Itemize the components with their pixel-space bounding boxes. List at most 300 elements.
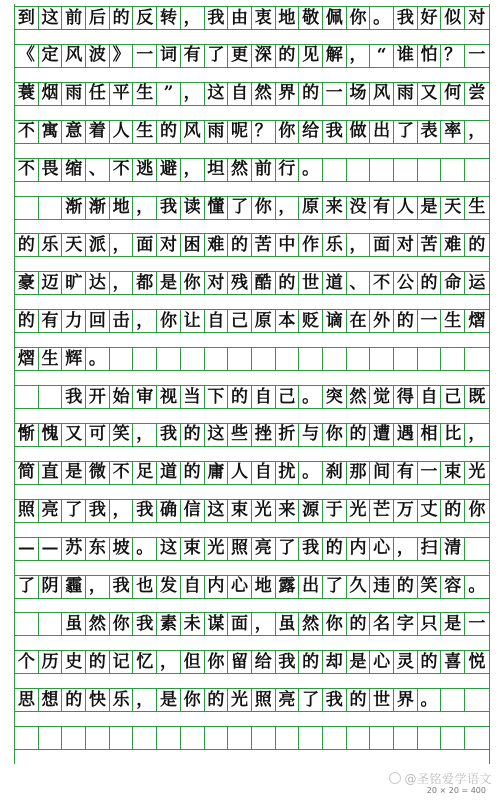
grid-cell: 自: [181, 575, 205, 599]
grid-cell: 开: [86, 385, 110, 409]
grid-cell: 苦: [418, 233, 442, 257]
grid-cell: 达: [86, 271, 110, 295]
grid-cell: 自: [228, 82, 252, 106]
grid-cell: 心: [370, 537, 394, 561]
grid-cell: 表: [418, 120, 442, 144]
grid-cell: 史: [62, 650, 86, 674]
grid-cell: 确: [157, 499, 181, 523]
grid-cell: 来: [276, 499, 300, 523]
grid-cell: 着: [86, 120, 110, 144]
grid-cell: 束: [181, 537, 205, 561]
grid-cell: 读: [181, 196, 205, 220]
grid-cell: [370, 158, 394, 182]
grid-cell: [441, 688, 465, 712]
grid-cell: 原: [252, 309, 276, 333]
grid-cell: 于: [323, 499, 347, 523]
grid-cell: 己: [276, 385, 300, 409]
grid-cell: [465, 688, 489, 712]
grid-cell: 好: [418, 6, 442, 30]
grid-row: [15, 120, 489, 144]
grid-cell: 然: [228, 158, 252, 182]
grid-cell: 有: [39, 309, 63, 333]
grid-cell: 这: [157, 537, 181, 561]
grid-cell: 照: [15, 499, 39, 523]
grid-cell: 逃: [133, 158, 157, 182]
grid-cell: 前: [252, 158, 276, 182]
grid-cell: 心: [370, 650, 394, 674]
grid-cell: 的: [181, 461, 205, 485]
grid-cell: 然: [252, 82, 276, 106]
grid-cell: [418, 726, 442, 750]
grid-cell: 困: [181, 233, 205, 257]
grid-cell: 自: [418, 385, 442, 409]
grid-cell: 谁: [394, 44, 418, 68]
grid-cell: 的: [276, 44, 300, 68]
grid-cell: 有: [394, 461, 418, 485]
grid-cell: 转: [157, 6, 181, 30]
grid-cell: 这: [205, 499, 229, 523]
grid-row: [15, 347, 489, 371]
grid-cell: 的: [110, 6, 134, 30]
grid-cell: 一: [465, 612, 489, 636]
grid-cell: ，: [110, 271, 134, 295]
grid-cell: 、: [347, 271, 371, 295]
grid-cell: 的: [418, 650, 442, 674]
grid-cell: [39, 385, 63, 409]
grid-cell: 始: [110, 385, 134, 409]
grid-cell: [110, 726, 134, 750]
grid-cell: ，: [181, 158, 205, 182]
grid-cell: 我: [323, 688, 347, 712]
grid-cell: 的: [347, 612, 371, 636]
grid-cell: 的: [441, 499, 465, 523]
grid-cell: [465, 726, 489, 750]
grid-cell: —: [15, 537, 39, 561]
grid-cell: 对: [205, 271, 229, 295]
grid-cell: ，: [133, 309, 157, 333]
grid-cell: 你: [323, 612, 347, 636]
grid-cell: 雨: [205, 120, 229, 144]
grid-cell: 得: [394, 385, 418, 409]
grid-cell: ，: [181, 6, 205, 30]
grid-cell: 道: [323, 271, 347, 295]
grid-row: [15, 82, 489, 106]
grid-cell: 。: [465, 575, 489, 599]
grid-cell: 了: [323, 575, 347, 599]
grid-cell: 惭: [15, 423, 39, 447]
grid-cell: 苦: [252, 233, 276, 257]
grid-cell: [418, 347, 442, 371]
grid-cell: 是: [347, 650, 371, 674]
grid-cell: 足: [133, 461, 157, 485]
grid-cell: 个: [15, 650, 39, 674]
grid-cell: 是: [157, 271, 181, 295]
grid-cell: 天: [441, 196, 465, 220]
grid-cell: [370, 347, 394, 371]
grid-cell: 扫: [418, 537, 442, 561]
grid-cell: 。: [299, 158, 323, 182]
grid-cell: 。: [299, 385, 323, 409]
grid-cell: 面: [228, 612, 252, 636]
grid-cell: 的: [299, 82, 323, 106]
grid-cell: 不: [15, 120, 39, 144]
grid-cell: 给: [299, 120, 323, 144]
grid-cell: 间: [370, 461, 394, 485]
grid-cell: 出: [299, 575, 323, 599]
grid-cell: 芒: [370, 499, 394, 523]
grid-cell: 是: [62, 461, 86, 485]
grid-cell: 了: [299, 688, 323, 712]
grid-cell: [181, 347, 205, 371]
grid-cell: 定: [39, 44, 63, 68]
grid-cell: 了: [228, 196, 252, 220]
grid-cell: 的: [394, 575, 418, 599]
grid-cell: 的: [205, 688, 229, 712]
grid-cell: [394, 347, 418, 371]
grid-cell: [465, 347, 489, 371]
grid-cell: [370, 726, 394, 750]
grid-cell: 己: [441, 385, 465, 409]
grid-cell: 名: [370, 612, 394, 636]
grid-cell: 来: [323, 196, 347, 220]
grid-cell: [157, 347, 181, 371]
grid-cell: 前: [62, 6, 86, 30]
grid-row: [15, 537, 489, 561]
grid-cell: [465, 158, 489, 182]
grid-cell: 微: [86, 461, 110, 485]
grid-cell: 笑: [418, 575, 442, 599]
grid-cell: 。: [418, 688, 442, 712]
grid-cell: 万: [394, 499, 418, 523]
grid-cell: 字: [394, 612, 418, 636]
grid-cell: 缩: [62, 158, 86, 182]
grid-cell: 亮: [252, 537, 276, 561]
grid-cell: 光: [205, 537, 229, 561]
grid-cell: 都: [133, 271, 157, 295]
grid-cell: 的: [62, 688, 86, 712]
grid-cell: [15, 196, 39, 220]
grid-cell: 解: [323, 44, 347, 68]
grid-cell: 更: [228, 44, 252, 68]
grid-cell: 地: [252, 575, 276, 599]
grid-cell: 意: [62, 120, 86, 144]
grid-cell: 你: [157, 309, 181, 333]
grid-cell: ，: [133, 196, 157, 220]
grid-cell: ，: [465, 423, 489, 447]
grid-cell: 我: [276, 650, 300, 674]
grid-cell: 有: [370, 196, 394, 220]
grid-cell: 天: [62, 233, 86, 257]
grid-cell: 突: [323, 385, 347, 409]
grid-cell: [347, 347, 371, 371]
grid-cell: 畏: [39, 158, 63, 182]
grid-cell: 回: [86, 309, 110, 333]
grid-cell: 对: [394, 233, 418, 257]
grid-cell: —: [39, 537, 63, 561]
grid-row: [15, 423, 489, 447]
grid-cell: 清: [441, 537, 465, 561]
grid-cell: 没: [347, 196, 371, 220]
grid-cell: 视: [157, 385, 181, 409]
grid-cell: [276, 347, 300, 371]
grid-cell: 的: [347, 688, 371, 712]
grid-cell: 面: [133, 233, 157, 257]
grid-cell: 豪: [15, 271, 39, 295]
grid-cell: 比: [441, 423, 465, 447]
grid-cell: ，: [347, 233, 371, 257]
grid-cell: ，: [86, 575, 110, 599]
grid-row: [15, 196, 489, 220]
grid-cell: 谪: [323, 309, 347, 333]
grid-cell: 可: [86, 423, 110, 447]
grid-cell: 你: [465, 499, 489, 523]
grid-cell: 风: [62, 44, 86, 68]
grid-cell: 了: [15, 575, 39, 599]
grid-cell: ，: [465, 120, 489, 144]
grid-cell: [252, 347, 276, 371]
grid-row: [15, 271, 489, 295]
grid-cell: ，: [110, 233, 134, 257]
grid-cell: 行: [276, 158, 300, 182]
grid-row: [15, 44, 489, 68]
grid-cell: 束: [441, 461, 465, 485]
grid-cell: 迈: [39, 271, 63, 295]
grid-cell: 一: [323, 82, 347, 106]
grid-cell: 你: [181, 271, 205, 295]
grid-cell: 贬: [299, 309, 323, 333]
grid-cell: 生: [39, 347, 63, 371]
grid-row: [15, 385, 489, 409]
grid-cell: [323, 726, 347, 750]
grid-cell: 渐: [62, 196, 86, 220]
grid-cell: 愧: [39, 423, 63, 447]
grid-cell: 衷: [252, 6, 276, 30]
grid-cell: 的: [394, 309, 418, 333]
grid-cell: 到: [15, 6, 39, 30]
grid-cell: 下: [205, 385, 229, 409]
grid-cell: 但: [181, 650, 205, 674]
grid-cell: 相: [418, 423, 442, 447]
grid-cell: 然: [347, 385, 371, 409]
grid-cell: ，: [347, 44, 371, 68]
grid-cell: 生: [441, 309, 465, 333]
grid-cell: 一: [418, 309, 442, 333]
grid-cell: 与: [299, 423, 323, 447]
grid-cell: 深: [252, 44, 276, 68]
grid-cell: ，: [394, 537, 418, 561]
grid-cell: 也: [133, 575, 157, 599]
grid-cell: 由: [228, 6, 252, 30]
grid-cell: 烟: [39, 82, 63, 106]
grid-cell: 。: [133, 537, 157, 561]
grid-cell: 我: [299, 537, 323, 561]
grid-cell: 了: [205, 44, 229, 68]
grid-cell: 信: [181, 499, 205, 523]
grid-cell: 己: [228, 309, 252, 333]
grid-cell: [15, 612, 39, 636]
grid-cell: 虽: [276, 612, 300, 636]
grid-row: [15, 309, 489, 333]
grid-cell: [133, 726, 157, 750]
grid-cell: 风: [181, 120, 205, 144]
grid-cell: [228, 726, 252, 750]
grid-cell: 熠: [465, 309, 489, 333]
grid-cell: 违: [370, 575, 394, 599]
grid-cell: ？: [252, 120, 276, 144]
grid-cell: [228, 347, 252, 371]
grid-cell: 派: [86, 233, 110, 257]
grid-cell: 既: [465, 385, 489, 409]
grid-cell: 酷: [252, 271, 276, 295]
grid-cell: 世: [299, 271, 323, 295]
grid-cell: 不: [370, 271, 394, 295]
grid-cell: ，: [157, 650, 181, 674]
grid-cell: 光: [347, 499, 371, 523]
grid-cell: 悦: [465, 650, 489, 674]
grid-cell: [347, 726, 371, 750]
grid-cell: 界: [276, 82, 300, 106]
grid-cell: ？: [441, 44, 465, 68]
grid-cell: 中: [276, 233, 300, 257]
grid-cell: 谋: [205, 612, 229, 636]
grid-cell: [39, 196, 63, 220]
grid-cell: 给: [252, 650, 276, 674]
grid-cell: 词: [157, 44, 181, 68]
grid-cell: 我: [133, 499, 157, 523]
grid-cell: 灵: [394, 650, 418, 674]
grid-cell: 忆: [133, 650, 157, 674]
grid-cell: 地: [110, 196, 134, 220]
grid-cell: 击: [110, 309, 134, 333]
grid-cell: 、: [86, 158, 110, 182]
grid-cell: 我: [133, 612, 157, 636]
grid-cell: 的: [15, 233, 39, 257]
grid-cell: 旷: [62, 271, 86, 295]
grid-cell: 不: [110, 461, 134, 485]
grid-cell: 世: [370, 688, 394, 712]
grid-row: [15, 461, 489, 485]
grid-row: [15, 650, 489, 674]
grid-row: [15, 726, 489, 750]
grid-cell: 对: [465, 6, 489, 30]
grid-row: [15, 688, 489, 712]
grid-cell: [86, 726, 110, 750]
grid-cell: 外: [370, 309, 394, 333]
grid-cell: 道: [157, 461, 181, 485]
grid-count-label: 20 × 20 = 400: [426, 786, 486, 795]
grid-cell: 遇: [394, 423, 418, 447]
grid-cell: [181, 726, 205, 750]
grid-cell: ，: [110, 499, 134, 523]
grid-cell: 佩: [323, 6, 347, 30]
grid-cell: 喜: [441, 650, 465, 674]
grid-cell: 记: [110, 650, 134, 674]
grid-row: [15, 158, 489, 182]
grid-cell: 呢: [228, 120, 252, 144]
grid-cell: [418, 158, 442, 182]
grid-cell: 丈: [418, 499, 442, 523]
grid-cell: 渐: [86, 196, 110, 220]
grid-cell: 未: [181, 612, 205, 636]
grid-cell: 有: [181, 44, 205, 68]
grid-cell: 刹: [323, 461, 347, 485]
grid-cell: 直: [39, 461, 63, 485]
grid-cell: 亮: [276, 688, 300, 712]
grid-cell: 笑: [110, 423, 134, 447]
grid-cell: [465, 537, 489, 561]
grid-cell: 残: [228, 271, 252, 295]
grid-cell: 的: [276, 271, 300, 295]
grid-cell: 出: [370, 120, 394, 144]
grid-cell: [347, 158, 371, 182]
grid-cell: 是: [157, 688, 181, 712]
grid-cell: 不: [110, 158, 134, 182]
grid-cell: 平: [110, 82, 134, 106]
grid-cell: 照: [252, 688, 276, 712]
grid-cell: 人: [394, 196, 418, 220]
grid-cell: 我: [110, 575, 134, 599]
grid-cell: 做: [347, 120, 371, 144]
grid-cell: 庸: [205, 461, 229, 485]
grid-cell: 发: [157, 575, 181, 599]
grid-cell: 的: [228, 233, 252, 257]
account-icon: [389, 772, 401, 784]
grid-cell: 原: [299, 196, 323, 220]
grid-cell: 《: [15, 44, 39, 68]
grid-cell: 场: [347, 82, 371, 106]
grid-cell: 公: [394, 271, 418, 295]
grid-cell: 任: [86, 82, 110, 106]
grid-cell: 熠: [15, 347, 39, 371]
grid-cell: 觉: [370, 385, 394, 409]
grid-cell: ，: [181, 82, 205, 106]
grid-cell: [323, 347, 347, 371]
grid-cell: 波: [86, 44, 110, 68]
grid-cell: 雨: [62, 82, 86, 106]
grid-cell: 这: [205, 423, 229, 447]
grid-cell: 久: [347, 575, 371, 599]
grid-cell: [252, 726, 276, 750]
grid-cell: 这: [205, 82, 229, 106]
grid-cell: 在: [347, 309, 371, 333]
grid-cell: 人: [110, 120, 134, 144]
grid-cell: [205, 726, 229, 750]
grid-cell: 这: [39, 6, 63, 30]
grid-cell: 你: [323, 423, 347, 447]
grid-cell: 又: [418, 82, 442, 106]
grid-cell: ，: [276, 196, 300, 220]
grid-row: [15, 612, 489, 636]
grid-cell: 地: [276, 6, 300, 30]
grid-cell: 一: [465, 44, 489, 68]
grid-cell: 快: [86, 688, 110, 712]
grid-cell: 露: [276, 575, 300, 599]
grid-cell: 我: [157, 196, 181, 220]
grid-cell: [394, 726, 418, 750]
grid-cell: 懂: [205, 196, 229, 220]
grid-cell: 我: [205, 6, 229, 30]
grid-cell: 又: [62, 423, 86, 447]
grid-cell: 苏: [62, 537, 86, 561]
grid-cell: [394, 158, 418, 182]
grid-cell: 后: [86, 6, 110, 30]
grid-cell: ，: [252, 612, 276, 636]
grid-cell: 然: [86, 612, 110, 636]
grid-cell: 作: [299, 233, 323, 257]
grid-cell: 照: [228, 537, 252, 561]
grid-row: [15, 6, 489, 30]
grid-cell: 我: [394, 6, 418, 30]
